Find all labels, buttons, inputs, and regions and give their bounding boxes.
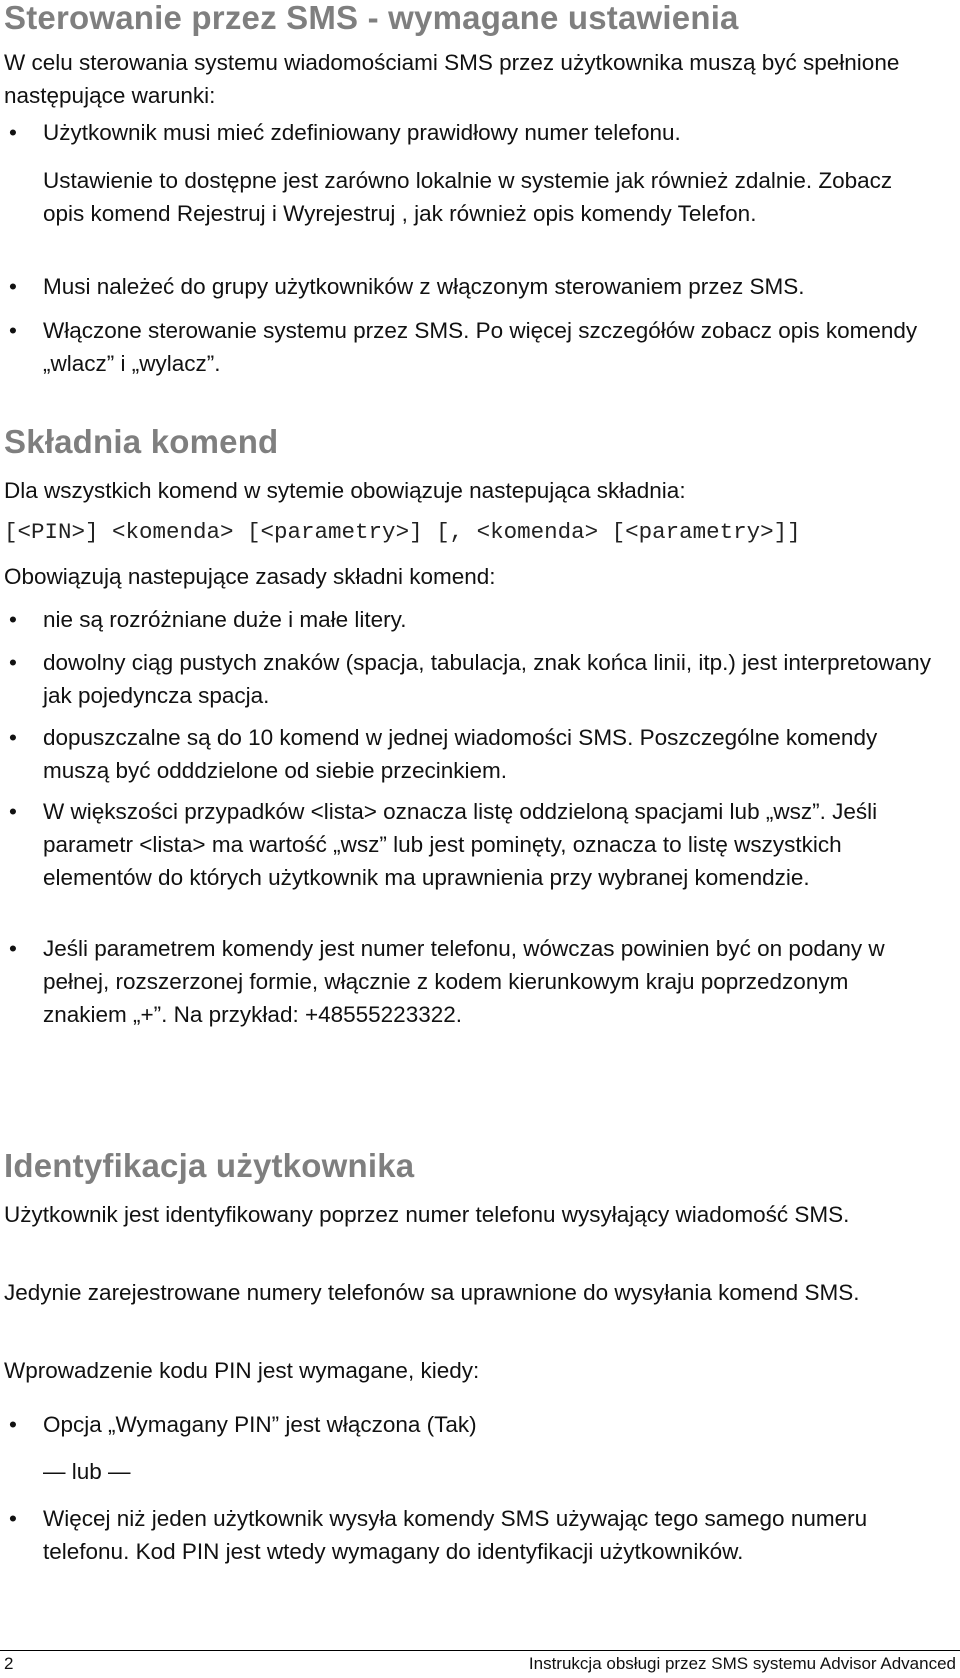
list-item-text: Opcja „Wymagany PIN” jest włączona (Tak) — [43, 1412, 477, 1437]
list-item-text: nie są rozróżniane duże i małe litery. — [43, 607, 407, 632]
section2-intro: Dla wszystkich komend w sytemie obowiązuje nastepująca składnia: — [4, 478, 686, 503]
section-title-sms-settings: Sterowanie przez SMS - wymagane ustawienia — [4, 0, 739, 36]
section-title-user-identification: Identyfikacja użytkownika — [4, 1147, 415, 1184]
bullet-icon: • — [9, 607, 17, 632]
list-item-text: Więcej niż jeden użytkownik wysyła komendy SMS używając tego samego numeru telefonu. Kod PIN jest wtedy wymagany do identyfikacji użytkowników. — [43, 1506, 868, 1564]
bullet-icon: • — [9, 318, 17, 343]
bullet-icon: • — [9, 1412, 17, 1437]
bullet-icon: • — [9, 1506, 17, 1531]
identification-paragraph-1: Użytkownik jest identyfikowany poprzez numer telefonu wysyłający wiadomość SMS. — [4, 1202, 850, 1227]
bullet-icon: • — [9, 274, 17, 299]
section-title-command-syntax: Składnia komend — [4, 423, 279, 460]
identification-paragraph-3: Wprowadzenie kodu PIN jest wymagane, kiedy: — [4, 1358, 480, 1383]
list-item-text: W większości przypadków <lista> oznacza listę oddzieloną spacjami lub „wsz”. Jeśli parametr <lista> ma wartość „wsz” lub jest pominęty, oznacza to listę wszystkich elementów do których użytkownik ma uprawnienia przy wybranej komendzie. — [43, 799, 878, 890]
footer-document-title: Instrukcja obsługi przez SMS systemu Advisor Advanced — [528, 1654, 956, 1673]
list-item-text: Włączone sterowanie systemu przez SMS. Po więcej szczegółów zobacz opis komendy „wlacz” i „wylacz”. — [43, 318, 918, 376]
bullet-icon: • — [9, 120, 17, 145]
list-item-note-text: Ustawienie to dostępne jest zarówno lokalnie w systemie jak również zdalnie. Zobacz opis komend Rejestruj i Wyrejestruj , jak również opis komendy Telefon. — [43, 168, 893, 226]
list-item-text: Użytkownik musi mieć zdefiniowany prawidłowy numer telefonu. — [43, 120, 681, 145]
identification-paragraph-2: Jedynie zarejestrowane numery telefonów sa uprawnione do wysyłania komend SMS. — [4, 1280, 860, 1305]
syntax-line: [<PIN>] <komenda> [<parametry>] [, <komenda> [<parametry>]] — [4, 519, 801, 545]
list-item-text: dowolny ciąg pustych znaków (spacja, tabulacja, znak końca linii, itp.) jest interpretowany jak pojedyncza spacja. — [43, 650, 931, 708]
or-separator: — lub — — [43, 1459, 131, 1484]
syntax-rules-intro: Obowiązują nastepujące zasady składni komend: — [4, 564, 496, 589]
bullet-icon: • — [9, 936, 17, 961]
bullet-icon: • — [9, 799, 17, 824]
list-item-text: dopuszczalne są do 10 komend w jednej wiadomości SMS. Poszczególne komendy muszą być odddzielone od siebie przecinkiem. — [43, 725, 878, 783]
bullet-icon: • — [9, 650, 17, 675]
bullet-icon: • — [9, 725, 17, 750]
page-number: 2 — [4, 1654, 14, 1673]
list-item-text: Musi należeć do grupy użytkowników z włączonym sterowaniem przez SMS. — [43, 274, 805, 299]
list-item-text: Jeśli parametrem komendy jest numer telefonu, wówczas powinien być on podany w pełnej, rozszerzonej formie, włącznie z kodem kierunkowym kraju poprzedzonym znakiem „+”. Na przykład: +48555223322. — [43, 936, 885, 1027]
section1-intro: W celu sterowania systemu wiadomościami SMS przez użytkownika muszą być spełnione następujące warunki: — [4, 50, 900, 108]
